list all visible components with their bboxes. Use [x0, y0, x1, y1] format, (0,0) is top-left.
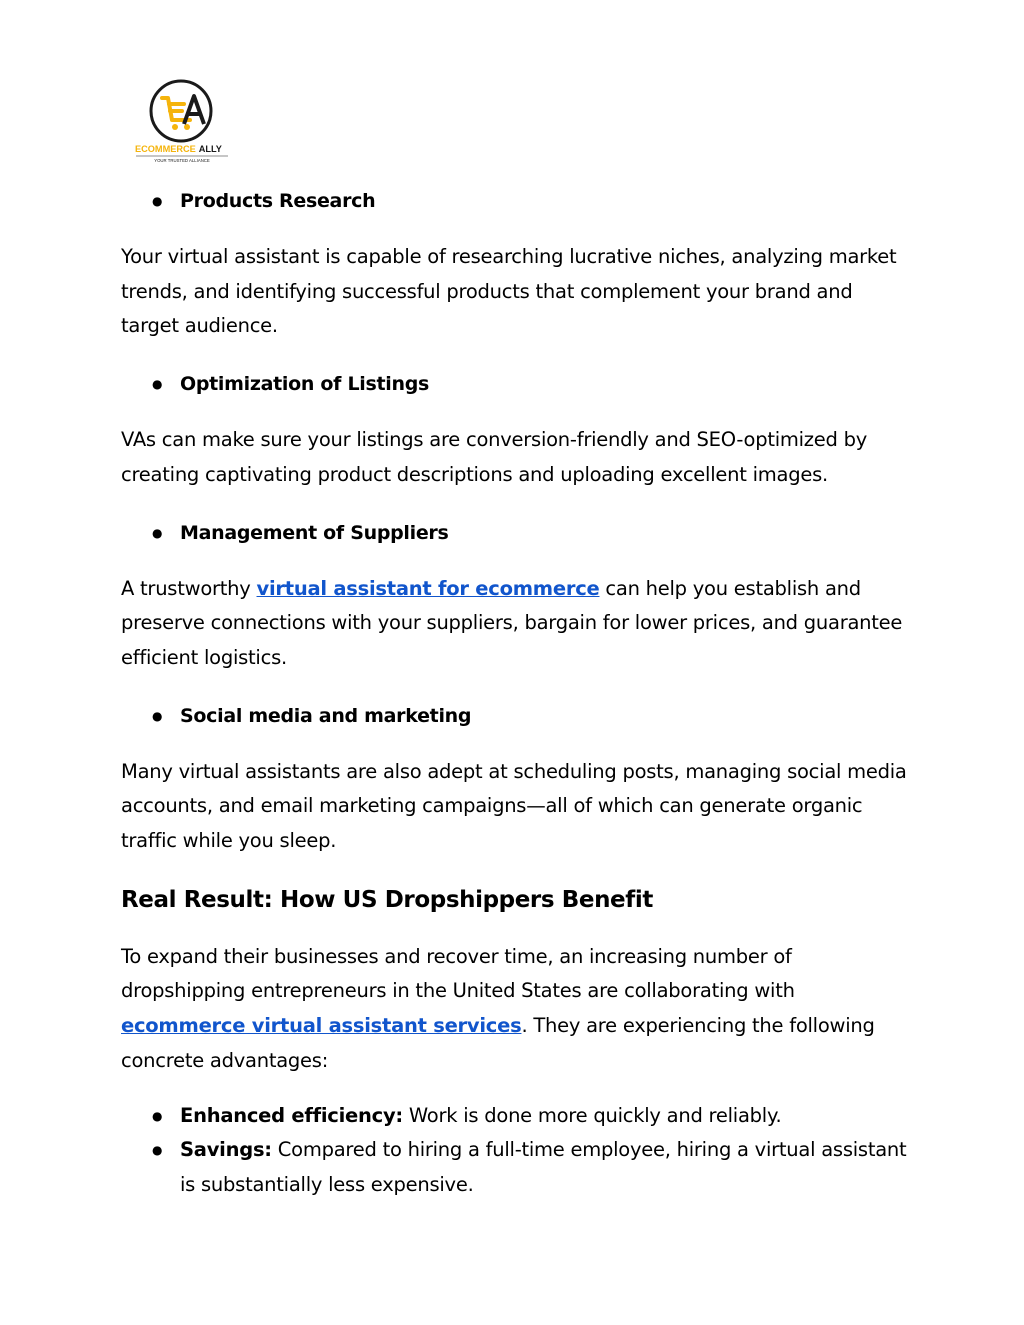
- benefits-list: [121, 1099, 911, 1203]
- cart-wheel-icon: [172, 124, 178, 130]
- document-body: [121, 188, 911, 1203]
- section-body-products-research: Your virtual assistant is capable of researching lucrative niches, analyzing market trends, and identifying successful products that complement your brand and target audience.: [121, 245, 897, 338]
- benefit-label: Savings:: [180, 1138, 272, 1162]
- logo-tagline: YOUR TRUSTED ALLIANCE: [154, 158, 210, 163]
- virtual-assistant-link[interactable]: virtual assistant for ecommerce: [256, 576, 600, 600]
- benefit-label: Enhanced efficiency:: [180, 1103, 403, 1127]
- logo-graphic: [134, 78, 230, 168]
- body-text: . They are experiencing the following concrete advantages:: [121, 1014, 875, 1072]
- logo-name: ECOMMERCE ALLY: [135, 144, 222, 154]
- cart-wheel-icon: [184, 124, 190, 130]
- section-heading-social-media: ● Social media and marketing: [121, 703, 911, 729]
- list-item: [121, 1133, 911, 1202]
- benefit-text: Work is done more quickly and reliably.: [402, 1103, 782, 1127]
- section-heading-optimization: ● Optimization of Listings: [121, 371, 911, 397]
- section-body-social-media: Many virtual assistants are also adept at scheduling posts, managing social media accounts, and email marketing campaigns—all of which can generate organic traffic while you sleep.: [121, 759, 907, 853]
- body-text: To expand their businesses and recover time, an increasing number of dropshipping entrepreneurs in the United States are collaborating with: [121, 944, 795, 1003]
- real-result-heading: Real Result: How US Dropshippers Benefit: [121, 886, 653, 913]
- list-item: [121, 1099, 911, 1134]
- section-body-suppliers: [121, 572, 911, 676]
- body-text: can help you establish and preserve connections with your suppliers, bargain for lower prices, and guarantee efficient logistics.: [121, 576, 903, 669]
- ecommerce-ally-logo: [134, 78, 230, 168]
- section-heading-products-research: ● Products Research: [121, 188, 911, 214]
- real-result-intro: [121, 940, 911, 1079]
- ecommerce-va-services-link[interactable]: ecommerce virtual assistant services: [121, 1014, 522, 1038]
- benefit-text: Compared to hiring a full-time employee, hiring a virtual assistant is substantially less expensive.: [180, 1138, 907, 1196]
- section-body-optimization: VAs can make sure your listings are conversion-friendly and SEO-optimized by creating captivating product descriptions and uploading excellent images.: [121, 428, 868, 486]
- body-text: A trustworthy: [121, 576, 257, 600]
- section-heading-suppliers: ● Management of Suppliers: [121, 520, 911, 546]
